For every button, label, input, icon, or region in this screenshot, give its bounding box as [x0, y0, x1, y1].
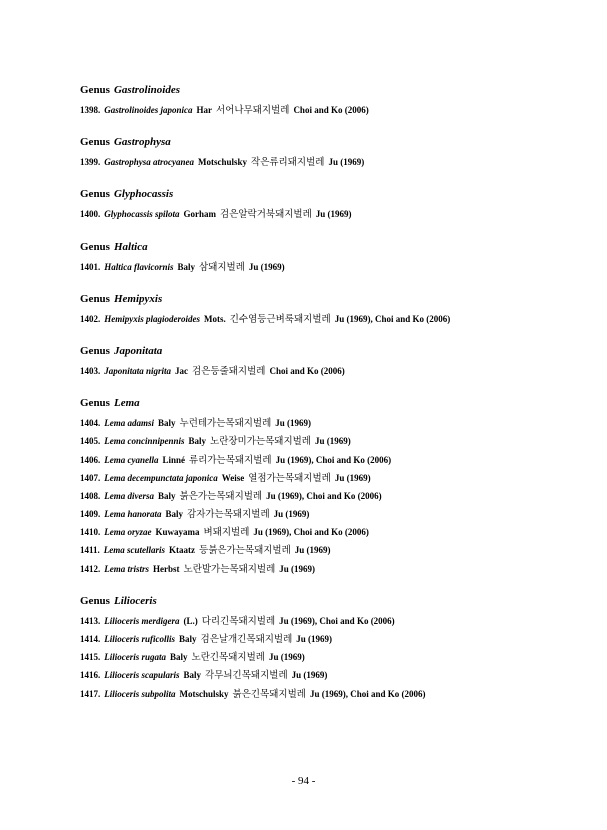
species-entry [80, 490, 580, 508]
species-author: Motschulsky [179, 688, 229, 699]
species-entry [80, 208, 580, 226]
genus-heading [80, 344, 580, 358]
references: Ju (1969), Choi and Ko (2006) [275, 454, 392, 465]
entry-number: 1398. [80, 105, 101, 115]
korean-name: 서어나무돼지벌레 [216, 105, 290, 116]
species-author: Baly [170, 652, 188, 663]
references: Ju (1969) [268, 652, 305, 663]
species-author: Gorham [183, 209, 217, 220]
species-author: Jac [175, 365, 189, 376]
genus-name: Haltica [113, 240, 148, 253]
species-entry [80, 544, 580, 562]
species-entry [80, 454, 580, 472]
species-author: Mots. [204, 313, 226, 324]
entry-number: 1405. [80, 436, 101, 447]
genus-name: Japonitata [113, 344, 163, 357]
species-name: Haltica flavicornis [104, 261, 174, 272]
entry-number: 1412. [80, 563, 101, 574]
species-entry [80, 615, 580, 633]
species-name: Lilioceris merdigera [104, 615, 180, 626]
species-entry [80, 104, 580, 122]
species-author: Ktaatz [169, 545, 196, 556]
entry-number: 1413. [80, 615, 101, 626]
species-entry [80, 156, 580, 174]
genus-name: Glyphocassis [113, 188, 174, 201]
genus-block [80, 594, 580, 706]
genus-name: Hemipyxis [113, 292, 163, 305]
species-name: Lema hanorata [104, 509, 162, 520]
entry-number: 1403. [80, 365, 101, 376]
genus-label: Genus [80, 397, 110, 410]
genus-heading [80, 135, 580, 149]
entry-number: 1407. [80, 472, 101, 483]
entry-number: 1400. [80, 209, 101, 220]
references: Ju (1969), Choi and Ko (2006) [309, 688, 426, 699]
genus-block [80, 135, 580, 174]
species-author: Kuwayama [155, 527, 200, 538]
genus-name: Gastrophysa [113, 136, 171, 149]
species-entry [80, 651, 580, 669]
genus-block [80, 240, 580, 279]
genus-heading [80, 83, 580, 97]
species-name: Lema concinnipennis [104, 436, 185, 447]
species-name: Lema diversa [104, 490, 154, 501]
references: Ju (1969) [328, 157, 365, 168]
entry-number: 1404. [80, 418, 101, 429]
entry-number: 1399. [80, 157, 101, 168]
genus-heading [80, 594, 580, 608]
page-number: - 94 - [291, 775, 316, 787]
genus-label: Genus [80, 188, 110, 201]
references: Choi and Ko (2006) [269, 365, 345, 376]
species-entry [80, 508, 580, 526]
entry-number: 1408. [80, 490, 101, 501]
references: Ju (1969), Choi and Ko (2006) [253, 527, 369, 538]
species-entry [80, 526, 580, 544]
species-author: (L.) [183, 615, 198, 626]
species-name: Gastrophysa atrocyanea [104, 157, 194, 168]
genus-heading [80, 187, 580, 201]
korean-name: 류리가는목돼지벌레 [189, 454, 272, 466]
entry-number: 1402. [80, 313, 101, 324]
species-entry [80, 633, 580, 651]
references: Ju (1969) [314, 436, 351, 447]
korean-name: 붉은긴목돼지벌레 [232, 688, 306, 700]
korean-name: 노란긴목돼지벌레 [191, 652, 265, 664]
entry-number: 1417. [80, 688, 101, 699]
species-entry [80, 563, 580, 581]
korean-name: 각무늬긴목돼지벌레 [205, 670, 288, 682]
entry-number: 1406. [80, 454, 101, 465]
korean-name: 작은류리돼지벌레 [251, 157, 325, 169]
references: Choi and Ko (2006) [293, 105, 369, 115]
species-entry [80, 435, 580, 453]
species-name: Lilioceris ruficollis [104, 634, 175, 644]
species-author: Baly [158, 418, 176, 429]
genus-name: Gastrolinoides [113, 84, 180, 96]
species-author: Baly [158, 490, 176, 501]
genus-label: Genus [80, 240, 110, 253]
entry-number: 1416. [80, 670, 101, 681]
korean-name: 붉은가는목돼지벌레 [179, 490, 263, 502]
references: Ju (1969) [315, 209, 352, 220]
genus-label: Genus [80, 344, 110, 357]
species-entry [80, 313, 580, 331]
species-author: Herbst [153, 563, 180, 574]
references: Ju (1969) [294, 545, 331, 556]
species-name: Lema scutellaris [103, 545, 166, 556]
korean-name: 등붉은가는목돼지벌레 [199, 545, 291, 557]
species-name: Lilioceris scapularis [104, 670, 180, 681]
references: Ju (1969), Choi and Ko (2006) [266, 490, 382, 501]
genus-heading [80, 396, 580, 410]
species-name: Lilioceris subpolita [104, 688, 176, 699]
species-list [80, 83, 580, 719]
genus-label: Genus [80, 84, 110, 96]
references: Ju (1969) [334, 472, 371, 483]
korean-name: 벼돼지벌레 [203, 527, 250, 539]
genus-name: Lema [113, 397, 140, 410]
korean-name: 검은알락거북돼지벌레 [220, 209, 312, 221]
references: Ju (1969) [275, 418, 312, 429]
species-author: Baly [183, 670, 202, 681]
species-entry [80, 417, 580, 435]
species-author: Baly [179, 634, 197, 644]
entry-number: 1410. [80, 527, 101, 538]
species-name: Hemipyxis plagioderoides [104, 313, 200, 324]
species-name: Glyphocassis spilota [104, 209, 180, 220]
entry-number: 1415. [80, 652, 101, 663]
genus-block [80, 344, 580, 383]
species-author: Baly [177, 261, 196, 272]
references: Ju (1969) [273, 509, 310, 520]
entry-number: 1414. [80, 634, 101, 644]
species-name: Lema cyanella [104, 454, 159, 465]
genus-block [80, 292, 580, 331]
entry-number: 1411. [80, 545, 100, 556]
references: Ju (1969) [248, 261, 285, 272]
korean-name: 노란장미가는목돼지벌레 [210, 436, 311, 448]
species-entry [80, 472, 580, 490]
korean-name: 검은날개긴목돼지벌레 [200, 634, 293, 645]
korean-name: 긴수염등근벼룩돼지벌레 [229, 313, 331, 325]
species-author: Har [196, 105, 213, 115]
genus-block [80, 187, 580, 226]
species-entry [80, 688, 580, 706]
genus-heading [80, 240, 580, 254]
species-author: Baly [188, 436, 207, 447]
entry-number: 1409. [80, 509, 101, 520]
species-name: Japonitata nigrita [104, 365, 172, 376]
references: Ju (1969) [291, 670, 328, 681]
species-entry [80, 261, 580, 279]
references: Ju (1969) [296, 634, 333, 644]
species-name: Lema oryzae [104, 527, 152, 538]
genus-name: Lilioceris [113, 594, 157, 607]
korean-name: 검은등줄돼지벌레 [192, 365, 266, 377]
korean-name: 삼돼지벌레 [199, 261, 245, 273]
genus-label: Genus [80, 594, 110, 607]
korean-name: 노란발가는목돼지벌레 [183, 563, 276, 575]
species-author: Motschulsky [198, 157, 248, 168]
genus-block [80, 83, 580, 122]
species-entry [80, 669, 580, 687]
references: Ju (1969) [279, 563, 316, 574]
references: Ju (1969), Choi and Ko (2006) [279, 615, 395, 626]
species-author: Weise [221, 472, 245, 483]
species-name: Lema adamsi [104, 418, 154, 429]
species-entry [80, 365, 580, 383]
references: Ju (1969), Choi and Ko (2006) [334, 313, 451, 324]
species-name: Lema tristrs [104, 563, 150, 574]
korean-name: 열점가는목돼지벌레 [248, 472, 331, 484]
species-name: Lilioceris rugata [104, 652, 167, 663]
korean-name: 다리긴목돼지벌레 [201, 615, 276, 627]
genus-block [80, 396, 580, 581]
korean-name: 감자가는목돼지벌레 [187, 509, 270, 521]
species-name: Lema decempunctata japonica [104, 472, 218, 483]
genus-label: Genus [80, 136, 110, 149]
korean-name: 누런테가는목돼지벌레 [179, 418, 272, 430]
entry-number: 1401. [80, 261, 101, 272]
species-author: Linné [162, 454, 185, 465]
species-name: Gastrolinoides japonica [104, 105, 193, 115]
genus-label: Genus [80, 292, 110, 305]
species-author: Baly [165, 509, 184, 520]
genus-heading [80, 292, 580, 306]
